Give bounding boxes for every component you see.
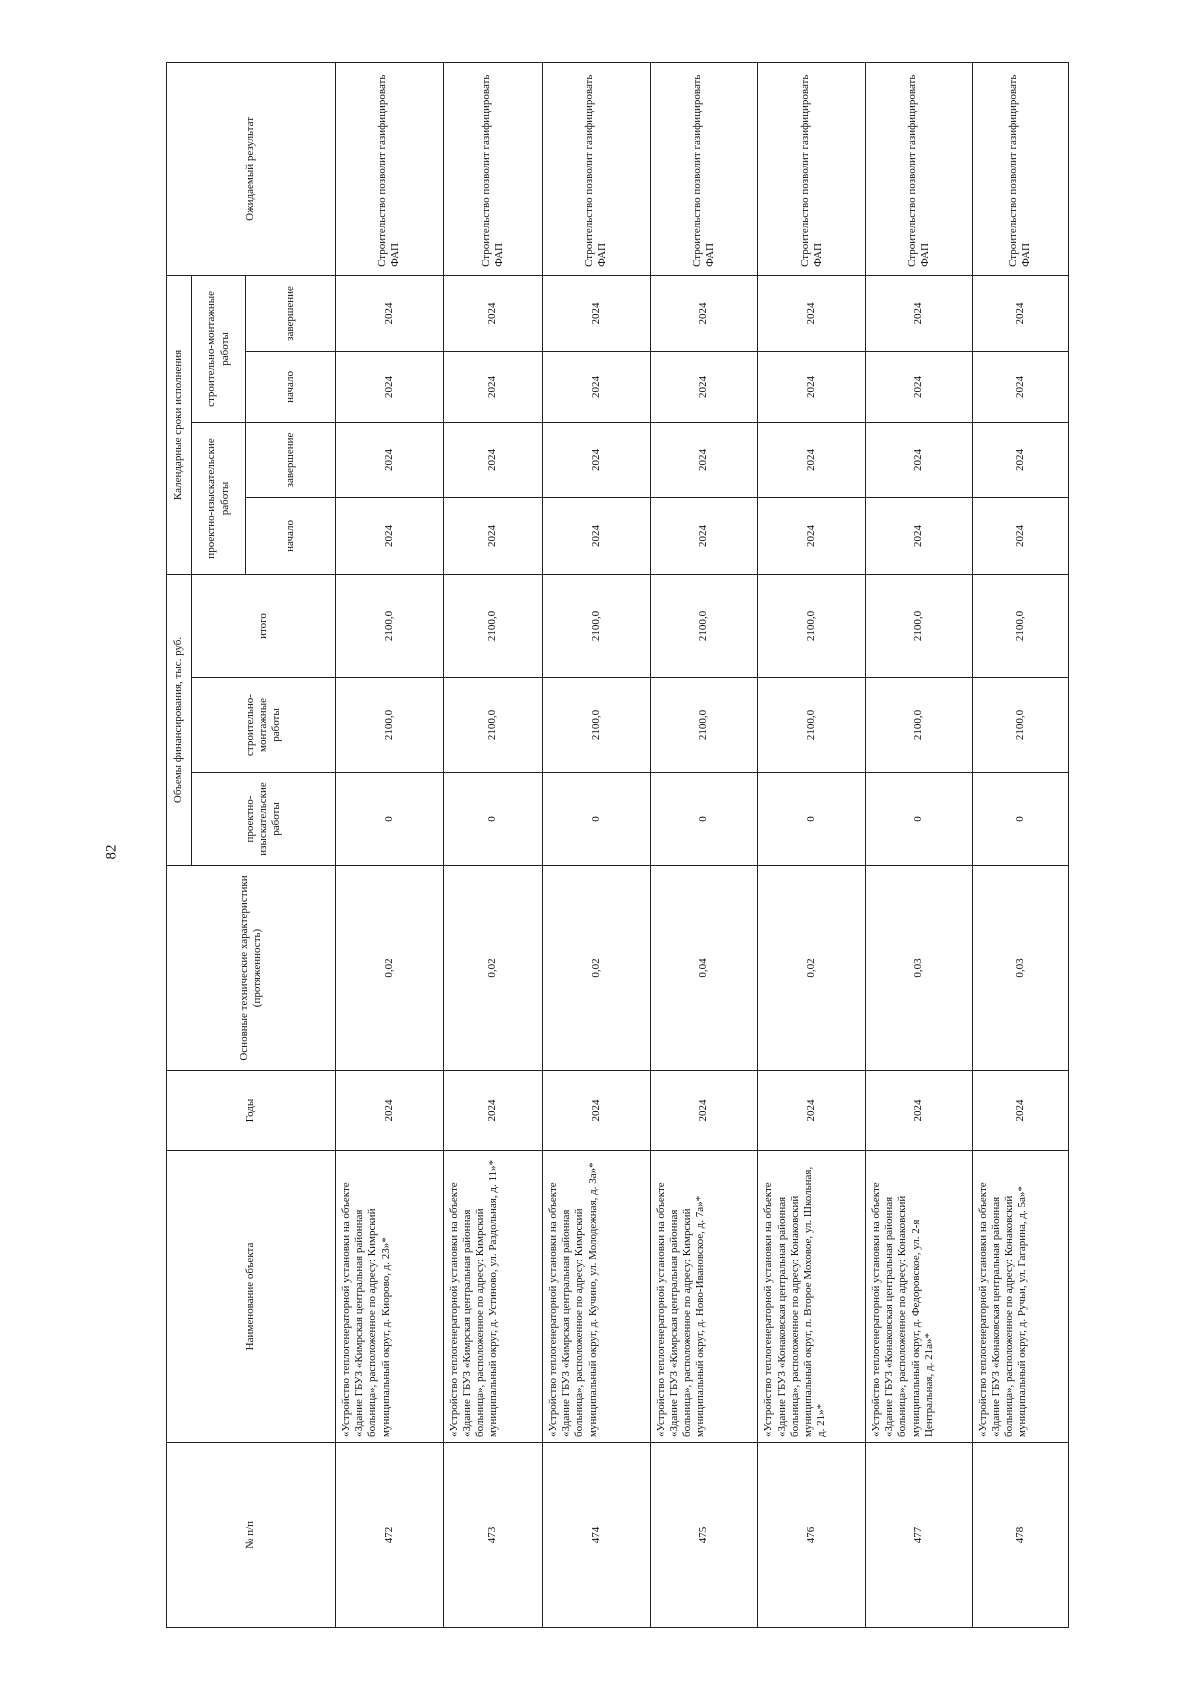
table-row [543, 62, 651, 1627]
header-design-end: завершение [246, 422, 336, 497]
row-total: 2100,0 [650, 574, 758, 677]
row-year: 2024 [972, 1071, 1068, 1151]
header-schedule-construction: строительно-монтажные работы [192, 275, 246, 422]
row-num: 478 [972, 1443, 1068, 1628]
row-length: 0,04 [650, 866, 758, 1071]
row-construction-start: 2024 [866, 351, 973, 422]
row-construction-start: 2024 [972, 351, 1068, 422]
row-total: 2100,0 [758, 574, 866, 677]
row-design-end: 2024 [443, 422, 542, 497]
header-num: № п/п [167, 1443, 336, 1628]
row-result: Строительство позволит газифицировать ФАП [972, 62, 1068, 275]
row-design-start: 2024 [443, 497, 542, 574]
table-row [336, 62, 444, 1627]
row-design-end: 2024 [972, 422, 1068, 497]
row-design-end: 2024 [543, 422, 651, 497]
header-design-start: начало [246, 497, 336, 574]
row-result: Строительство позволит газифицировать ФАП [758, 62, 866, 275]
row-design-end: 2024 [336, 422, 444, 497]
row-year: 2024 [650, 1071, 758, 1151]
row-year: 2024 [543, 1071, 651, 1151]
row-length: 0,02 [443, 866, 542, 1071]
row-num: 475 [650, 1443, 758, 1628]
row-object-name: «Устройство теплогенераторной установки на объекте «Здание ГБУЗ «Конаковская центральная районная больница», расположенное по адресу: Конаковский муниципальный округ, д. Ручьи, ул. Гагарина, д. 5а»* [972, 1151, 1068, 1443]
row-result: Строительство позволит газифицировать ФАП [650, 62, 758, 275]
header-funding-design: проектно-изыскательские работы [192, 773, 336, 866]
row-object-name: «Устройство теплогенераторной установки на объекте «Здание ГБУЗ «Кимрская центральная районная больница», расположенное по адресу: Кимрский муниципальный округ, д. Кучино, ул. Молодежная, д. 3а»* [543, 1151, 651, 1443]
table-row [972, 62, 1068, 1627]
row-design-cost: 0 [336, 773, 444, 866]
row-length: 0,03 [866, 866, 973, 1071]
row-object-name: «Устройство теплогенераторной установки на объекте «Здание ГБУЗ «Кимрская центральная районная больница», расположенное по адресу: Кимрский муниципальный округ, д. Киорово, д. 23»* [336, 1151, 444, 1443]
row-construction-end: 2024 [650, 275, 758, 351]
row-design-cost: 0 [443, 773, 542, 866]
row-object-name: «Устройство теплогенераторной установки на объекте «Здание ГБУЗ «Конаковская центральная районная больница», расположенное по адресу: Конаковский муниципальный округ, д. Федоровское, ул. 2-я Центральная, д. 21а»* [866, 1151, 973, 1443]
row-design-cost: 0 [758, 773, 866, 866]
row-design-cost: 0 [543, 773, 651, 866]
header-funding-group: Объемы финансирования, тыс. руб. [167, 574, 192, 865]
row-num: 472 [336, 1443, 444, 1628]
row-design-end: 2024 [650, 422, 758, 497]
row-design-cost: 0 [866, 773, 973, 866]
row-construction-start: 2024 [650, 351, 758, 422]
row-num: 473 [443, 1443, 542, 1628]
row-construction-cost: 2100,0 [543, 678, 651, 773]
row-construction-end: 2024 [336, 275, 444, 351]
row-total: 2100,0 [336, 574, 444, 677]
row-design-start: 2024 [972, 497, 1068, 574]
row-result: Строительство позволит газифицировать ФАП [443, 62, 542, 275]
row-result: Строительство позволит газифицировать ФАП [866, 62, 973, 275]
header-name: Наименование объекта [167, 1151, 336, 1443]
row-construction-end: 2024 [543, 275, 651, 351]
row-total: 2100,0 [972, 574, 1068, 677]
header-characteristics: Основные технические характеристики (протяженность) [167, 866, 336, 1071]
table-row [650, 62, 758, 1627]
row-design-end: 2024 [758, 422, 866, 497]
header-construction-end: завершение [246, 275, 336, 351]
header-result: Ожидаемый результат [167, 62, 336, 275]
row-num: 477 [866, 1443, 973, 1628]
row-design-start: 2024 [543, 497, 651, 574]
row-construction-cost: 2100,0 [336, 678, 444, 773]
row-length: 0,02 [758, 866, 866, 1071]
row-design-end: 2024 [866, 422, 973, 497]
header-years: Годы [167, 1071, 336, 1151]
row-construction-end: 2024 [972, 275, 1068, 351]
row-total: 2100,0 [543, 574, 651, 677]
row-result: Строительство позволит газифицировать ФАП [336, 62, 444, 275]
row-construction-start: 2024 [443, 351, 542, 422]
row-object-name: «Устройство теплогенераторной установки на объекте «Здание ГБУЗ «Конаковская центральная районная больница», расположенное по адресу: Конаковский муниципальный округ, п. Второе Моховое, ул. Школьная, д. 21»* [758, 1151, 866, 1443]
row-result: Строительство позволит газифицировать ФАП [543, 62, 651, 275]
row-object-name: «Устройство теплогенераторной установки на объекте «Здание ГБУЗ «Кимрская центральная районная больница», расположенное по адресу: Кимрский муниципальный округ, д. Ново-Ивановское, д. 7а»* [650, 1151, 758, 1443]
row-construction-end: 2024 [758, 275, 866, 351]
row-total: 2100,0 [443, 574, 542, 677]
row-design-cost: 0 [650, 773, 758, 866]
row-design-start: 2024 [866, 497, 973, 574]
row-design-start: 2024 [650, 497, 758, 574]
row-total: 2100,0 [866, 574, 973, 677]
row-construction-start: 2024 [758, 351, 866, 422]
row-construction-cost: 2100,0 [866, 678, 973, 773]
row-construction-end: 2024 [866, 275, 973, 351]
row-year: 2024 [866, 1071, 973, 1151]
page-number: 82 [103, 844, 120, 860]
row-length: 0,02 [543, 866, 651, 1071]
table-row [758, 62, 866, 1627]
row-year: 2024 [758, 1071, 866, 1151]
row-length: 0,02 [336, 866, 444, 1071]
header-funding-construction: строительно-монтажные работы [192, 678, 336, 773]
table-row [443, 62, 542, 1627]
rotated-table-wrapper [166, 63, 1069, 1628]
row-construction-cost: 2100,0 [758, 678, 866, 773]
row-length: 0,03 [972, 866, 1068, 1071]
row-construction-cost: 2100,0 [443, 678, 542, 773]
row-design-start: 2024 [336, 497, 444, 574]
row-year: 2024 [336, 1071, 444, 1151]
row-num: 476 [758, 1443, 866, 1628]
row-design-cost: 0 [972, 773, 1068, 866]
row-object-name: «Устройство теплогенераторной установки на объекте «Здание ГБУЗ «Кимрская центральная районная больница», расположенное по адресу: Кимрский муниципальный округ, д. Устиново, ул. Раздольная, д. 11»* [443, 1151, 542, 1443]
row-construction-start: 2024 [543, 351, 651, 422]
row-num: 474 [543, 1443, 651, 1628]
row-year: 2024 [443, 1071, 542, 1151]
row-construction-cost: 2100,0 [650, 678, 758, 773]
header-funding-total: итого [192, 574, 336, 677]
header-construction-start: начало [246, 351, 336, 422]
row-construction-start: 2024 [336, 351, 444, 422]
header-schedule-design: проектно-изыскательские работы [192, 422, 246, 574]
row-design-start: 2024 [758, 497, 866, 574]
table-row [866, 62, 973, 1627]
row-construction-end: 2024 [443, 275, 542, 351]
row-construction-cost: 2100,0 [972, 678, 1068, 773]
investment-table [166, 62, 1069, 1628]
header-schedule-group: Календарные сроки исполнения [167, 275, 192, 574]
